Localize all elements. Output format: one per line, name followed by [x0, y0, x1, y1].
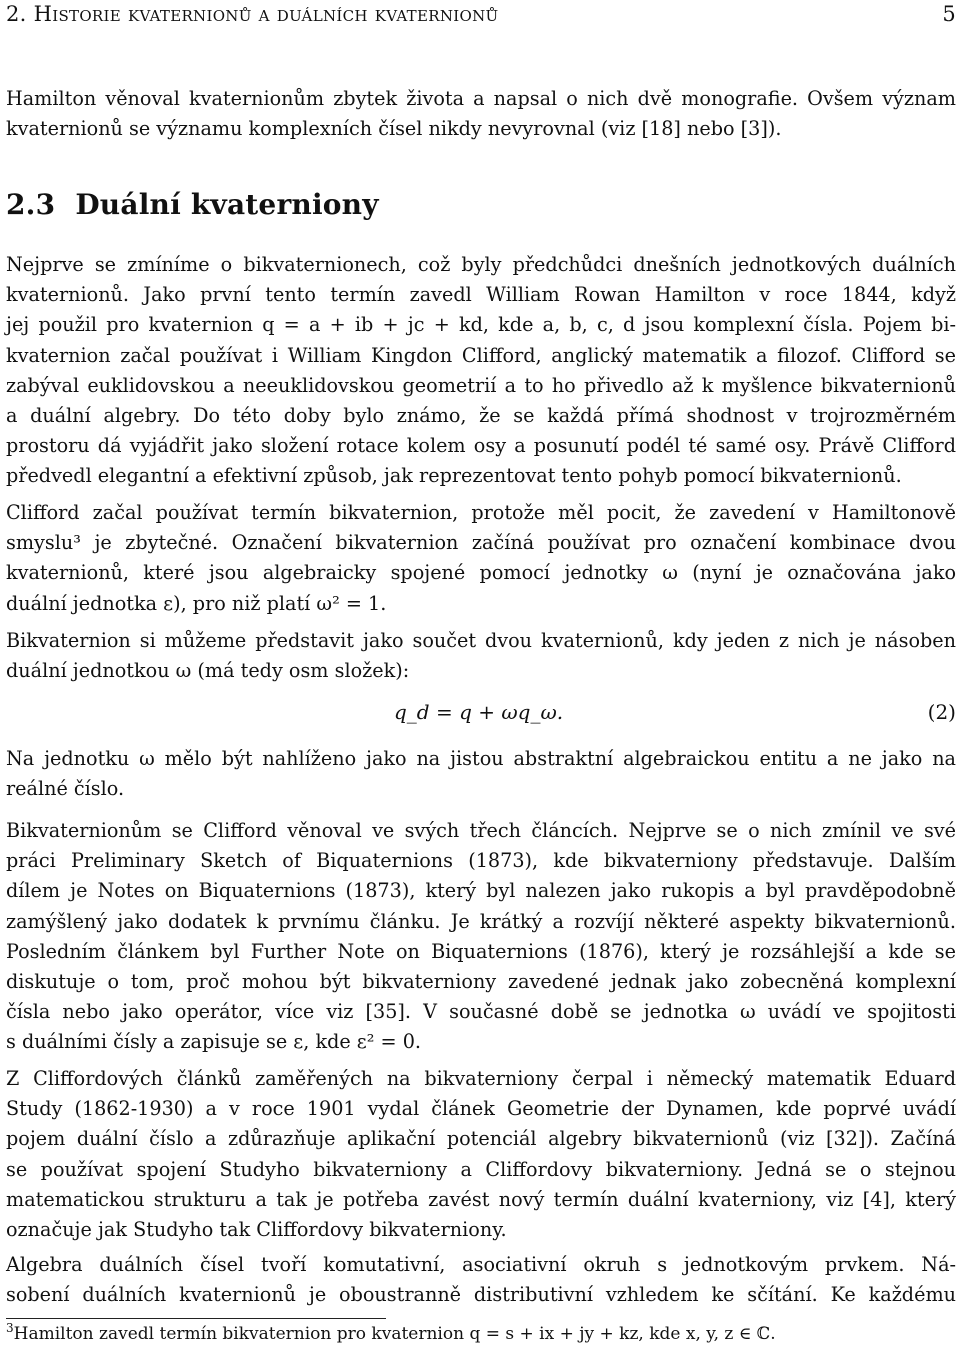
equation-number: (2): [927, 700, 956, 724]
text-line: sobení duálních kvaternionů je oboustranně distributivní vzhledem ke sčítání. Ke každému: [6, 1283, 956, 1307]
paragraph-clifford-articles: [6, 816, 956, 1058]
text-line: reálné číslo.: [6, 777, 125, 801]
paragraph-study: [6, 1064, 956, 1245]
text-line: Bikvaternionům se Clifford věnoval ve svých třech článcích. Nejprve se o nich zmínil ve své: [6, 819, 956, 842]
text-line: označuje jak Studyho tak Cliffordovy bikvaterniony.: [6, 1218, 507, 1242]
text-line: kvaternion začal používat i William Kingdon Clifford, anglický matematik a filozof. Clifford se: [6, 343, 956, 367]
section-number: 2.3: [6, 188, 56, 221]
equation-body: q_d = q + ωq_ω.: [394, 700, 564, 724]
footnote-marker: 3: [6, 1321, 14, 1335]
text-line: Nejprve se zmíníme o bikvaternionech, což byly předchůdci dnešních jednotkových duálních: [6, 253, 956, 276]
text-line: Clifford začal používat termín bikvaternion, protože měl pocit, že zavedení v Hamiltonově: [6, 501, 956, 524]
footnote-text: Hamilton zavedl termín bikvaternion pro kvaternion q = s + ix + jy + kz, kde x, y, z ∈ ℂ.: [13, 1324, 776, 1344]
paragraph-omega: [6, 744, 956, 804]
text-line: smyslu³ je zbytečné. Označení bikvaternion začíná používat pro označení kombinace dvou: [6, 531, 956, 555]
paragraph-algebra: [6, 1250, 956, 1310]
text-line: s duálními čísly a zapisuje se ε, kde ε² = 0.: [6, 1030, 422, 1054]
text-line: Z Cliffordových článků zaměřených na bikvaterniony čerpal i německý matematik Eduard: [6, 1067, 956, 1090]
paragraph-bikvaterniony: [6, 250, 956, 492]
text-line: a duální algebry. Do této doby bylo známo, že se každá přímá shodnost v trojrozměrném: [6, 404, 956, 428]
paragraph-definition: [6, 626, 956, 686]
section-heading: [6, 188, 379, 221]
text-line: kvaternionů. Jako první tento termín zavedl William Rowan Hamilton v roce 1844, když: [6, 283, 956, 307]
equation-2: [6, 700, 956, 732]
text-line: předvedl elegantní a efektivní způsob, jak reprezentovat tento pohyb pomocí bikvaternionů.: [6, 464, 902, 488]
section-title: Duální kvaterniony: [75, 188, 379, 221]
text-line: Study (1862-1930) a v roce 1901 vydal článek Geometrie der Dynamen, kde poprvé uvádí: [6, 1097, 956, 1121]
text-line: matematickou strukturu a tak je potřeba zavést nový termín duální kvaterniony, viz [4], který: [6, 1187, 956, 1211]
text-line: pojem duální číslo a zdůrazňuje aplikační potenciál algebry bikvaternionů (viz [32]). Začíná: [6, 1127, 956, 1151]
text-line: duální jednotka ε), pro niž platí ω² = 1.: [6, 591, 387, 615]
running-header: [6, 2, 956, 30]
paragraph-clifford-term: [6, 498, 956, 619]
text-line: duální jednotkou ω (má tedy osm složek):: [6, 659, 410, 683]
text-line: Bikvaternion si můžeme představit jako součet dvou kvaternionů, kdy jeden z nich je násoben: [6, 629, 956, 652]
text-line: Na jednotku ω mělo být nahlíženo jako na jistou abstraktní algebraickou entitu a ne jako na: [6, 747, 956, 770]
text-line: kvaternionů, které jsou algebraicky spojené pomocí jednotky ω (nyní je označována jako: [6, 561, 956, 585]
text-line: Algebra duálních čísel tvoří komutativní, asociativní okruh s jednotkovým prvkem. Ná-: [6, 1253, 956, 1276]
text-line: dílem je Notes on Biquaternions (1873), který byl nalezen jako rukopis a byl pravděpodobně: [6, 879, 956, 903]
text-line: prostoru dá vyjádřit jako složení rotace kolem osy a posunutí podél té samé osy. Právě Clifford: [6, 434, 956, 458]
text-line: zamýšlený jako dodatek k prvnímu článku. Je krátký a rozvíjí některé aspekty bikvaternionů.: [6, 909, 956, 933]
text-line: Hamilton věnoval kvaternionům zbytek života a napsal o nich dvě monografie. Ovšem význam: [6, 87, 956, 110]
text-line: se používat spojení Studyho bikvaterniony a Cliffordovy bikvaterniony. Jedná se o stejnou: [6, 1157, 956, 1181]
footnote: [6, 1322, 776, 1346]
intro-paragraph: [6, 84, 956, 144]
text-line: zabýval euklidovskou a neeuklidovskou geometrií a to ho přivedlo až k myšlence bikvaternionů: [6, 373, 956, 397]
text-line: Posledním článkem byl Further Note on Biquaternions (1876), který je rozsáhlejší a kde se: [6, 939, 956, 963]
text-line: práci Preliminary Sketch of Biquaternions (1873), kde bikvaterniony představuje. Dalším: [6, 849, 956, 873]
text-line: jej použil pro kvaternion q = a + ib + jc + kd, kde a, b, c, d jsou komplexní čísla. Pojem bi-: [6, 313, 956, 337]
text-line: diskutuje o tom, proč mohou být bikvaterniony zavedené jednak jako zobecněná komplexní: [6, 970, 956, 994]
footnote-rule: [6, 1318, 386, 1319]
text-line: kvaternionů se významu komplexních čísel nikdy nevyrovnal (viz [18] nebo [3]).: [6, 117, 782, 141]
chapter-title: 2. Historie kvaternionů a duálních kvaternionů: [6, 2, 499, 26]
text-line: čísla nebo jako operátor, více viz [35]. V současné době se jednotka ω uvádí ve spojitosti: [6, 1000, 956, 1024]
page-number: 5: [942, 2, 956, 26]
